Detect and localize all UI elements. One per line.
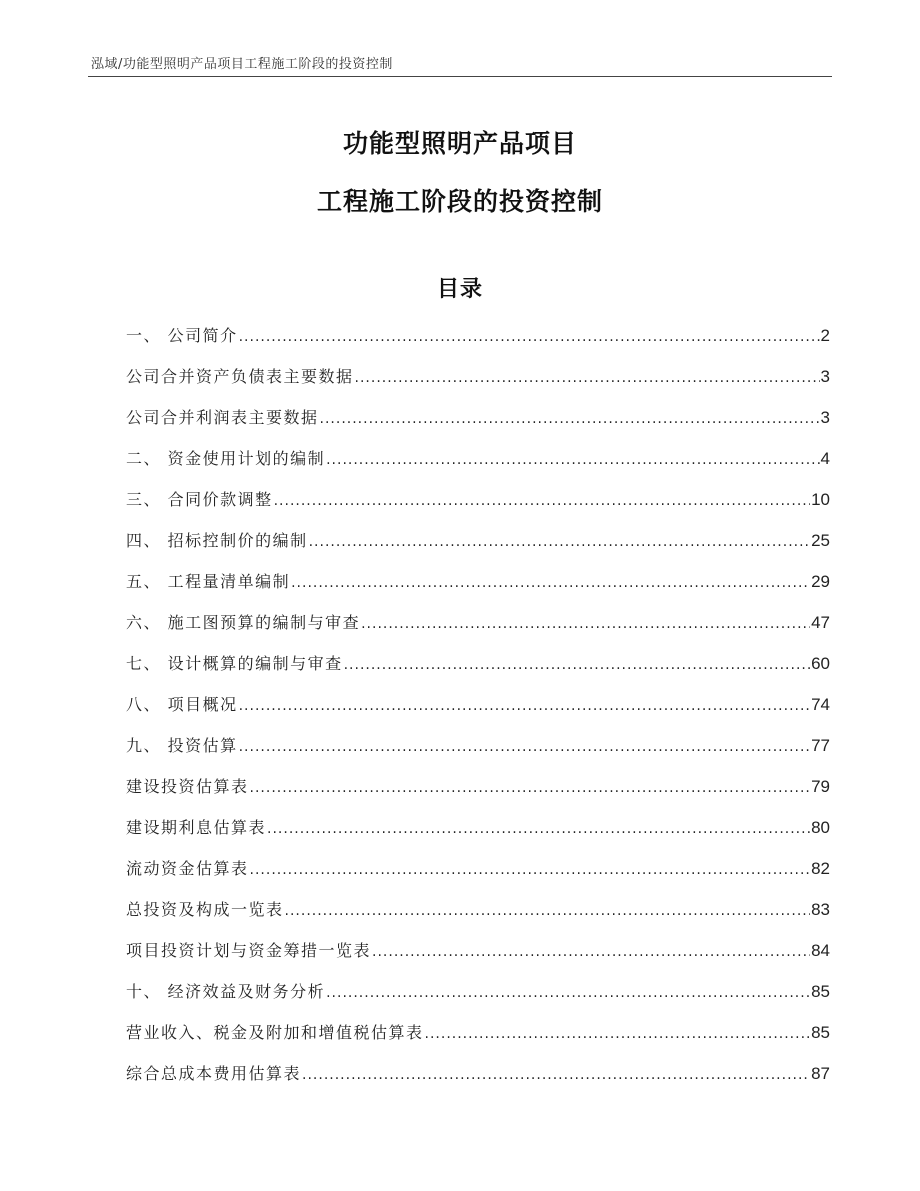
toc-dot-leader — [425, 1026, 811, 1042]
toc-entry-page-number: 79 — [811, 777, 830, 796]
toc-dot-leader — [239, 739, 810, 755]
toc-entry[interactable] — [126, 979, 830, 1020]
toc-entry-label: 公司合并资产负债表主要数据 — [126, 367, 354, 386]
toc-entry-page-number: 85 — [811, 1023, 830, 1042]
toc-entry-label: 流动资金估算表 — [126, 859, 249, 878]
toc-entry[interactable] — [126, 733, 830, 774]
toc-entry[interactable] — [126, 815, 830, 856]
toc-heading: 目录 — [436, 277, 483, 302]
toc-entry[interactable] — [126, 569, 830, 610]
toc-entry-page-number: 3 — [820, 408, 830, 427]
toc-entry[interactable] — [126, 856, 830, 897]
toc-entry[interactable] — [126, 610, 830, 651]
toc-entry[interactable] — [126, 528, 830, 569]
toc-dot-leader — [291, 575, 810, 591]
toc-entry-label: 项目投资计划与资金筹措一览表 — [126, 941, 372, 960]
toc-entry[interactable] — [126, 1020, 830, 1061]
toc-entry-label: 总投资及构成一览表 — [126, 900, 284, 919]
toc-entry-page-number: 84 — [811, 941, 830, 960]
toc-entry[interactable] — [126, 487, 830, 528]
toc-entry[interactable] — [126, 692, 830, 733]
toc-entry-label: 二、 资金使用计划的编制 — [126, 449, 326, 468]
toc-entry-page-number: 74 — [811, 695, 830, 714]
toc-entry-label: 六、 施工图预算的编制与审查 — [126, 613, 361, 632]
toc-entry-page-number: 60 — [811, 654, 830, 673]
toc-entry-page-number: 29 — [811, 572, 830, 591]
table-of-contents — [126, 323, 830, 1102]
toc-entry-label: 七、 设计概算的编制与审查 — [126, 654, 343, 673]
toc-dot-leader — [302, 1067, 810, 1083]
toc-dot-leader — [309, 534, 810, 550]
toc-dot-leader — [355, 370, 820, 386]
toc-entry[interactable] — [126, 938, 830, 979]
toc-entry-label: 综合总成本费用估算表 — [126, 1064, 302, 1083]
toc-entry-page-number: 80 — [811, 818, 830, 837]
toc-entry-label: 公司合并利润表主要数据 — [126, 408, 319, 427]
toc-entry[interactable] — [126, 323, 830, 364]
toc-entry-page-number: 85 — [811, 982, 830, 1001]
toc-entry[interactable] — [126, 897, 830, 938]
toc-entry[interactable] — [126, 405, 830, 446]
toc-entry-page-number: 2 — [820, 326, 830, 345]
toc-entry-label: 建设投资估算表 — [126, 777, 249, 796]
toc-entry-label: 五、 工程量清单编制 — [126, 572, 291, 591]
toc-dot-leader — [239, 329, 820, 345]
toc-dot-leader — [326, 985, 810, 1001]
toc-entry-page-number: 82 — [811, 859, 830, 878]
toc-dot-leader — [372, 944, 810, 960]
toc-entry-label: 四、 招标控制价的编制 — [126, 531, 308, 550]
toc-dot-leader — [320, 411, 820, 427]
toc-entry[interactable] — [126, 364, 830, 405]
document-title-line-2: 工程施工阶段的投资控制 — [316, 187, 603, 216]
toc-entry[interactable] — [126, 446, 830, 487]
toc-entry-page-number: 4 — [820, 449, 830, 468]
toc-dot-leader — [326, 452, 819, 468]
toc-entry[interactable] — [126, 1061, 830, 1102]
toc-dot-leader — [250, 780, 811, 796]
toc-dot-leader — [250, 862, 811, 878]
toc-entry-label: 建设期利息估算表 — [126, 818, 267, 837]
header-divider — [88, 76, 832, 77]
toc-dot-leader — [239, 698, 810, 714]
running-header: 泓域/功能型照明产品项目工程施工阶段的投资控制 — [91, 57, 393, 72]
toc-entry[interactable] — [126, 774, 830, 815]
toc-entry[interactable] — [126, 651, 830, 692]
document-title-line-1: 功能型照明产品项目 — [342, 129, 577, 158]
toc-dot-leader — [361, 616, 810, 632]
toc-entry-label: 八、 项目概况 — [126, 695, 238, 714]
toc-entry-page-number: 87 — [811, 1064, 830, 1083]
toc-dot-leader — [344, 657, 810, 673]
toc-dot-leader — [267, 821, 810, 837]
toc-dot-leader — [274, 493, 810, 509]
toc-entry-page-number: 83 — [811, 900, 830, 919]
toc-entry-label: 十、 经济效益及财务分析 — [126, 982, 326, 1001]
toc-entry-page-number: 77 — [811, 736, 830, 755]
toc-dot-leader — [285, 903, 811, 919]
toc-entry-label: 一、 公司简介 — [126, 326, 238, 345]
toc-entry-page-number: 47 — [811, 613, 830, 632]
toc-entry-label: 营业收入、税金及附加和增值税估算表 — [126, 1023, 424, 1042]
toc-entry-label: 九、 投资估算 — [126, 736, 238, 755]
toc-entry-page-number: 25 — [811, 531, 830, 550]
toc-entry-label: 三、 合同价款调整 — [126, 490, 273, 509]
toc-entry-page-number: 3 — [820, 367, 830, 386]
toc-entry-page-number: 10 — [811, 490, 830, 509]
